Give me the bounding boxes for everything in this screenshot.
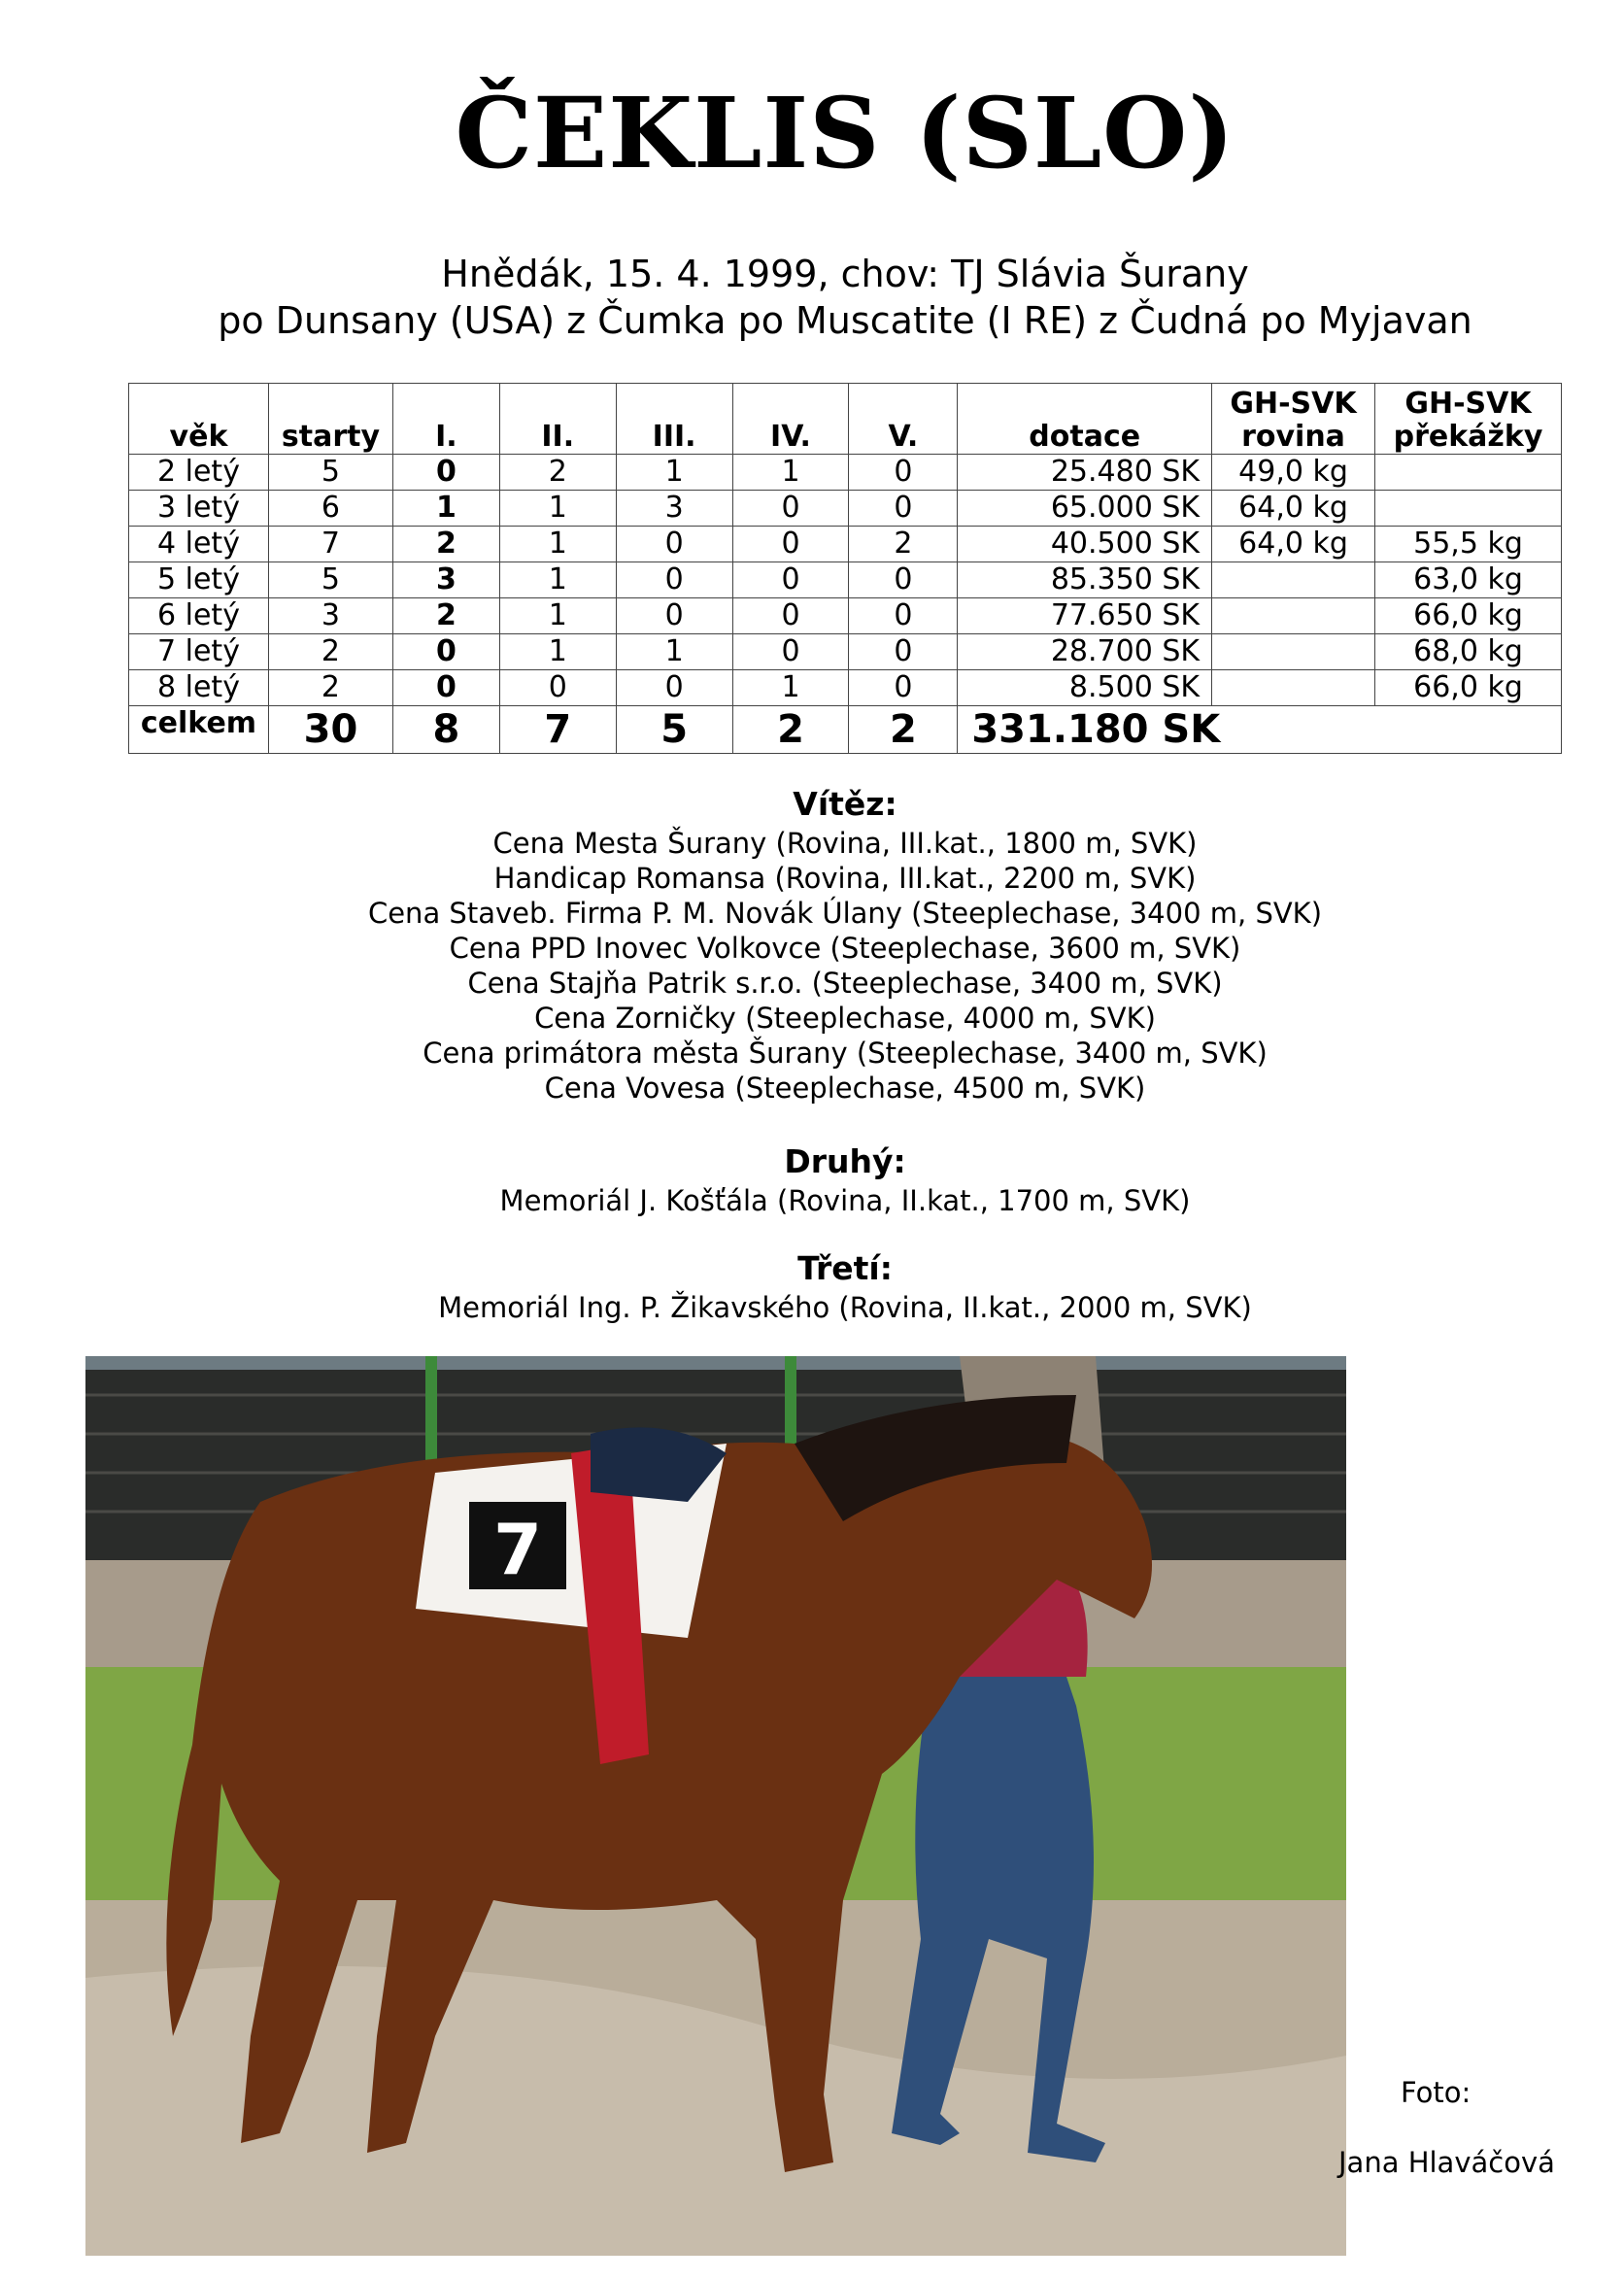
table-cell: 49,0 kg: [1212, 455, 1375, 491]
table-cell: 0: [392, 455, 499, 491]
horse-photo: [85, 1356, 1346, 2256]
table-row: [129, 598, 1562, 634]
race-line: Cena Zorničky (Steeplechase, 4000 m, SVK): [534, 1002, 1156, 1035]
horse-info-line: Hnědák, 15. 4. 1999, chov: TJ Slávia Šurany: [441, 253, 1249, 295]
table-header-row: [129, 384, 1562, 455]
col-header: II.: [499, 384, 616, 455]
table-cell: 28.700 SK: [958, 634, 1212, 670]
table-row: [129, 670, 1562, 706]
table-cell: 0: [732, 598, 849, 634]
second-heading: Druhý:: [784, 1142, 906, 1180]
table-cell: 0: [849, 455, 958, 491]
table-cell: 0: [732, 634, 849, 670]
table-cell: 0: [392, 670, 499, 706]
race-line: Cena Stajňa Patrik s.r.o. (Steeplechase, 3400 m, SVK): [467, 967, 1223, 1000]
table-cell: 1: [392, 491, 499, 527]
race-line: Cena Vovesa (Steeplechase, 4500 m, SVK): [544, 1072, 1146, 1105]
horse-name-title: ČEKLIS (SLO): [455, 76, 1235, 190]
table-cell: [1212, 634, 1375, 670]
table-cell: 0: [392, 634, 499, 670]
third-place-section: [0, 1247, 1624, 1325]
race-line: Memoriál J. Košťála (Rovina, II.kat., 1700 m, SVK): [499, 1184, 1191, 1217]
table-cell: 0: [849, 491, 958, 527]
table-cell: 66,0 kg: [1374, 598, 1561, 634]
table-cell: 2: [268, 634, 392, 670]
table-cell: 6: [268, 491, 392, 527]
col-header: IV.: [732, 384, 849, 455]
col-header: I.: [392, 384, 499, 455]
col-header: dotace: [958, 384, 1212, 455]
table-cell: 3: [392, 562, 499, 598]
total-cell: 2: [732, 706, 849, 754]
table-cell: 8.500 SK: [958, 670, 1212, 706]
table-cell: 64,0 kg: [1212, 527, 1375, 562]
table-cell: 2: [268, 670, 392, 706]
col-header: GH-SVK rovina: [1212, 384, 1375, 455]
table-cell: 2: [499, 455, 616, 491]
table-cell: 0: [616, 670, 732, 706]
table-cell: 1: [732, 670, 849, 706]
table-cell: 5: [268, 562, 392, 598]
table-row: [129, 527, 1562, 562]
table-cell: 5: [268, 455, 392, 491]
table-cell: 0: [732, 527, 849, 562]
table-cell: 66,0 kg: [1374, 670, 1561, 706]
pedigree-line: po Dunsany (USA) z Čumka po Muscatite (I RE) z Čudná po Myjavan: [218, 299, 1472, 342]
race-line: Cena Mesta Šurany (Rovina, III.kat., 1800 m, SVK): [492, 827, 1198, 860]
table-cell: 4 letý: [129, 527, 269, 562]
table-cell: 7 letý: [129, 634, 269, 670]
total-cell: 5: [616, 706, 732, 754]
table-cell: 1: [499, 527, 616, 562]
table-cell: 0: [616, 527, 732, 562]
table-cell: 63,0 kg: [1374, 562, 1561, 598]
table-row: [129, 562, 1562, 598]
table-cell: 0: [499, 670, 616, 706]
race-line: Cena primátora města Šurany (Steeplechase, 3400 m, SVK): [423, 1037, 1268, 1070]
table-cell: 0: [849, 670, 958, 706]
table-cell: 1: [616, 455, 732, 491]
table-cell: 25.480 SK: [958, 455, 1212, 491]
table-cell: 3 letý: [129, 491, 269, 527]
col-header: GH-SVK překážky: [1374, 384, 1561, 455]
table-cell: 1: [499, 562, 616, 598]
table-cell: 1: [732, 455, 849, 491]
total-prize-money: 331.180 SK: [958, 706, 1562, 754]
table-cell: 2: [849, 527, 958, 562]
table-cell: 0: [849, 562, 958, 598]
table-cell: [1212, 670, 1375, 706]
race-line: Cena Staveb. Firma P. M. Novák Úlany (Steeplechase, 3400 m, SVK): [367, 897, 1323, 930]
table-cell: 0: [616, 562, 732, 598]
winner-section: [0, 783, 1624, 1106]
race-line: Memoriál Ing. P. Žikavského (Rovina, II.kat., 2000 m, SVK): [438, 1291, 1252, 1324]
col-header: věk: [129, 384, 269, 455]
photo-credit-label: Foto:: [1401, 2076, 1472, 2109]
winner-heading: Vítěz:: [793, 785, 897, 823]
table-cell: 5 letý: [129, 562, 269, 598]
table-row: [129, 491, 1562, 527]
table-cell: 3: [268, 598, 392, 634]
table-cell: 3: [616, 491, 732, 527]
race-line: Handicap Romansa (Rovina, III.kat., 2200 m, SVK): [493, 862, 1197, 895]
table-cell: 77.650 SK: [958, 598, 1212, 634]
photo-credit-name: Jana Hlaváčová: [1338, 2146, 1555, 2179]
table-cell: 2: [392, 527, 499, 562]
col-header: III.: [616, 384, 732, 455]
table-cell: 64,0 kg: [1212, 491, 1375, 527]
table-cell: 0: [616, 598, 732, 634]
table-cell: 68,0 kg: [1374, 634, 1561, 670]
table-cell: 65.000 SK: [958, 491, 1212, 527]
saddle-number: 7: [492, 1509, 543, 1590]
table-total-row: [129, 706, 1562, 754]
table-row: [129, 634, 1562, 670]
table-cell: [1212, 598, 1375, 634]
table-cell: 1: [616, 634, 732, 670]
table-cell: 40.500 SK: [958, 527, 1212, 562]
race-statistics-table: [128, 383, 1562, 754]
third-heading: Třetí:: [797, 1249, 893, 1287]
table-row: [129, 455, 1562, 491]
table-cell: 1: [499, 634, 616, 670]
table-cell: 55,5 kg: [1374, 527, 1561, 562]
total-cell: 7: [499, 706, 616, 754]
table-cell: 8 letý: [129, 670, 269, 706]
table-cell: 7: [268, 527, 392, 562]
table-cell: 1: [499, 491, 616, 527]
table-cell: 0: [849, 598, 958, 634]
total-label: celkem: [129, 706, 269, 754]
table-cell: 0: [732, 491, 849, 527]
table-cell: 85.350 SK: [958, 562, 1212, 598]
col-header: V.: [849, 384, 958, 455]
table-cell: [1374, 491, 1561, 527]
race-line: Cena PPD Inovec Volkovce (Steeplechase, 3600 m, SVK): [449, 932, 1241, 965]
table-cell: 0: [732, 562, 849, 598]
table-cell: 1: [499, 598, 616, 634]
total-cell: 2: [849, 706, 958, 754]
table-cell: 2: [392, 598, 499, 634]
total-cell: 30: [268, 706, 392, 754]
col-header: starty: [268, 384, 392, 455]
second-place-section: [0, 1140, 1624, 1218]
table-cell: 2 letý: [129, 455, 269, 491]
total-cell: 8: [392, 706, 499, 754]
table-cell: [1374, 455, 1561, 491]
table-cell: 0: [849, 634, 958, 670]
table-cell: 6 letý: [129, 598, 269, 634]
table-cell: [1212, 562, 1375, 598]
